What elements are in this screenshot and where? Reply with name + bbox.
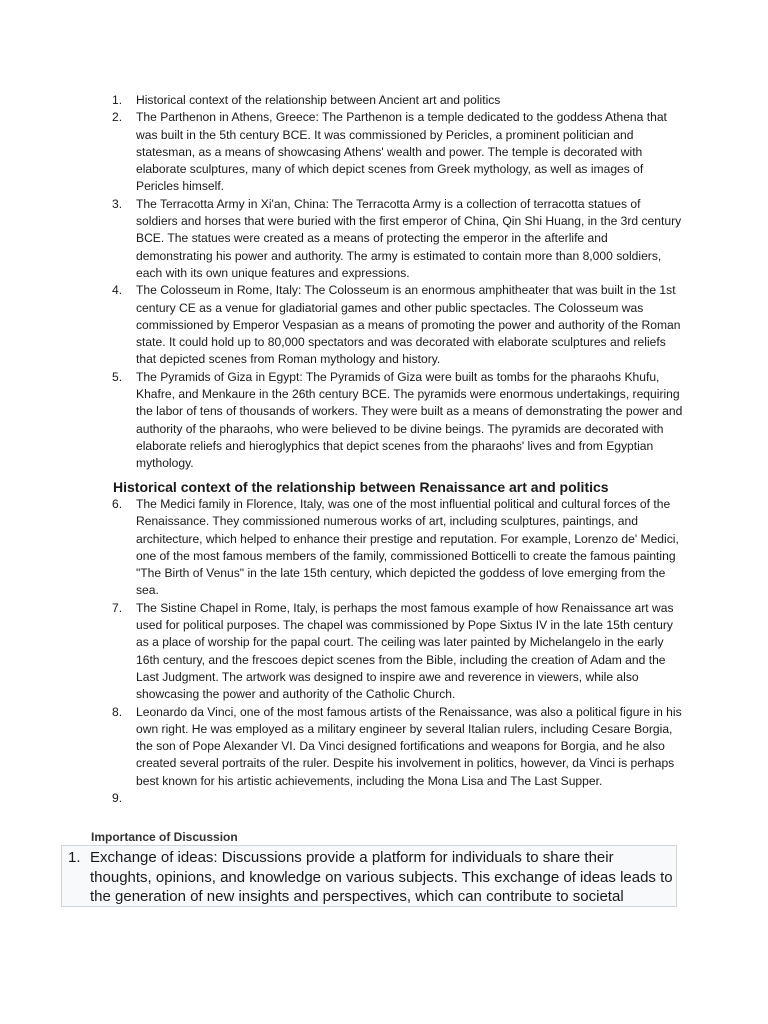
list-item-text: The Medici family in Florence, Italy, was one of the most influential political and cultural forces of the Renaissance. They commissioned numerous works of art, including sculptures, paintings, and architecture, which helped to enhance their prestige and reputation. For example, Lorenzo de' Medici, one of the most famous members of the family, commissioned Botticelli to create the famous painting "The Birth of Venus" in the late 15th century, which depicted the goddess of love emerging from the sea. [136, 497, 679, 598]
list-item-text: The Terracotta Army in Xi'an, China: The Terracotta Army is a collection of terracotta statues of soldiers and horses that were buried with the first emperor of China, Qin Shi Huang, in the 3rd century BCE. The statues were created as a means of protecting the emperor in the afterlife and demonstrating his power and authority. The army is estimated to contain more than 8,000 soldiers, each with its own unique features and expressions. [136, 196, 682, 280]
list-item: 1. Historical context of the relationship between Ancient art and politics [104, 92, 684, 109]
list-item-text: The Sistine Chapel in Rome, Italy, is perhaps the most famous example of how Renaissance art was used for political purposes. The chapel was commissioned by Pope Sixtus IV in the late 15th century as a place of worship for the papal court. The ceiling was later painted by Michelangelo in the early 16th century, and the frescoes depict scenes from the Bible, including the creation of Adam and the Last Judgment. The artwork was designed to inspire awe and reverence in viewers, while also showcasing the power and authority of the Catholic Church. [136, 600, 674, 702]
list-item-text: Historical context of the relationship between Ancient art and politics [136, 93, 501, 107]
list-item-text: The Pyramids of Giza in Egypt: The Pyramids of Giza were built as tombs for the pharaohs Khufu, Khafre, and Menkaure in the 26th century BCE. The pyramids were enormous undertakings, requiring the labor of tens of thousands of workers. They were built as a means of demonstrating the power and authority of the pharaohs, who were believed to be divine beings. The pyramids are decorated with elaborate reliefs and hieroglyphics that depict scenes from the pharaohs' lives and from Egyptian mythology. [136, 369, 683, 471]
list-item-text: The Parthenon in Athens, Greece: The Parthenon is a temple dedicated to the goddess Athena that was built in the 5th century BCE. It was commissioned by Pericles, a prominent politician and statesman, as a means of showcasing Athens' wealth and power. The temple is decorated with elaborate sculptures, many of which depict scenes from Greek mythology, as well as images of Pericles himself. [136, 110, 667, 194]
list-item: 8. Leonardo da Vinci, one of the most famous artists of the Renaissance, was also a political figure in his own right. He was employed as a military engineer by several Italian rulers, including Cesare Borgia, the son of Pope Alexander VI. Da Vinci designed fortifications and weapons for Borgia, and he also created several portraits of the ruler. Despite his involvement in politics, however, da Vinci is perhaps best known for his artistic achievements, including the Mona Lisa and The Last Supper. [104, 704, 684, 790]
discussion-subheading: Importance of Discussion [91, 830, 238, 844]
list-item: 4. The Colosseum in Rome, Italy: The Colosseum is an enormous amphitheater that was built in the 1st century CE as a venue for gladiatorial games and other public spectacles. The Colosseum was commissioned by Emperor Vespasian as a means of promoting the power and authority of the Roman state. It could hold up to 80,000 spectators and was decorated with elaborate sculptures and reliefs that depicted scenes from Roman mythology and history. [104, 282, 684, 368]
list-item: 2. The Parthenon in Athens, Greece: The Parthenon is a temple dedicated to the goddess Athena that was built in the 5th century BCE. It was commissioned by Pericles, a prominent politician and statesman, as a means of showcasing Athens' wealth and power. The temple is decorated with elaborate sculptures, many of which depict scenes from Greek mythology, as well as images of Pericles himself. [104, 109, 684, 195]
list-item: 9. [104, 790, 684, 807]
list-item: 5. The Pyramids of Giza in Egypt: The Pyramids of Giza were built as tombs for the pharaohs Khufu, Khafre, and Menkaure in the 26th century BCE. The pyramids were enormous undertakings, requiring the labor of tens of thousands of workers. They were built as a means of demonstrating the power and authority of the pharaohs, who were believed to be divine beings. The pyramids are decorated with elaborate reliefs and hieroglyphics that depict scenes from the pharaohs' lives and from Egyptian mythology. [104, 369, 684, 473]
renaissance-heading: Historical context of the relationship between Renaissance art and politics [113, 479, 609, 495]
list-item: 1. Exchange of ideas: Discussions provide a platform for individuals to share their thoughts, opinions, and knowledge on various subjects. This exchange of ideas leads to the generation of new insights and perspectives, which can contribute to societal [62, 846, 676, 907]
list-item: 3. The Terracotta Army in Xi'an, China: The Terracotta Army is a collection of terracotta statues of soldiers and horses that were buried with the first emperor of China, Qin Shi Huang, in the 3rd century BCE. The statues were created as a means of protecting the emperor in the afterlife and demonstrating his power and authority. The army is estimated to contain more than 8,000 soldiers, each with its own unique features and expressions. [104, 196, 684, 282]
list-item-text: Leonardo da Vinci, one of the most famous artists of the Renaissance, was also a political figure in his own right. He was employed as a military engineer by several Italian rulers, including Cesare Borgia, the son of Pope Alexander VI. Da Vinci designed fortifications and weapons for Borgia, and he also created several portraits of the ruler. Despite his involvement in politics, however, da Vinci is perhaps best known for his artistic achievements, including the Mona Lisa and The Last Supper. [136, 704, 682, 788]
discussion-list-box[interactable] [61, 845, 677, 907]
renaissance-art-list [104, 496, 684, 807]
ancient-art-list [104, 92, 684, 473]
list-item: 7. The Sistine Chapel in Rome, Italy, is perhaps the most famous example of how Renaissance art was used for political purposes. The chapel was commissioned by Pope Sixtus IV in the late 15th century as a place of worship for the papal court. The ceiling was later painted by Michelangelo in the early 16th century, and the frescoes depict scenes from the Bible, including the creation of Adam and the Last Judgment. The artwork was designed to inspire awe and reverence in viewers, while also showcasing the power and authority of the Catholic Church. [104, 600, 684, 704]
list-item-text: Exchange of ideas: Discussions provide a platform for individuals to share their thoughts, opinions, and knowledge on various subjects. This exchange of ideas leads to the generation of new insights and perspectives, which can contribute to societal [90, 849, 673, 905]
list-item: 6. The Medici family in Florence, Italy, was one of the most influential political and cultural forces of the Renaissance. They commissioned numerous works of art, including sculptures, paintings, and architecture, which helped to enhance their prestige and reputation. For example, Lorenzo de' Medici, one of the most famous members of the family, commissioned Botticelli to create the famous painting "The Birth of Venus" in the late 15th century, which depicted the goddess of love emerging from the sea. [104, 496, 684, 600]
list-item-text [136, 790, 684, 807]
list-item-text: The Colosseum in Rome, Italy: The Colosseum is an enormous amphitheater that was built in the 1st century CE as a venue for gladiatorial games and other public spectacles. The Colosseum was commissioned by Emperor Vespasian as a means of promoting the power and authority of the Roman state. It could hold up to 80,000 spectators and was decorated with elaborate sculptures and reliefs that depicted scenes from Roman mythology and history. [136, 283, 681, 367]
